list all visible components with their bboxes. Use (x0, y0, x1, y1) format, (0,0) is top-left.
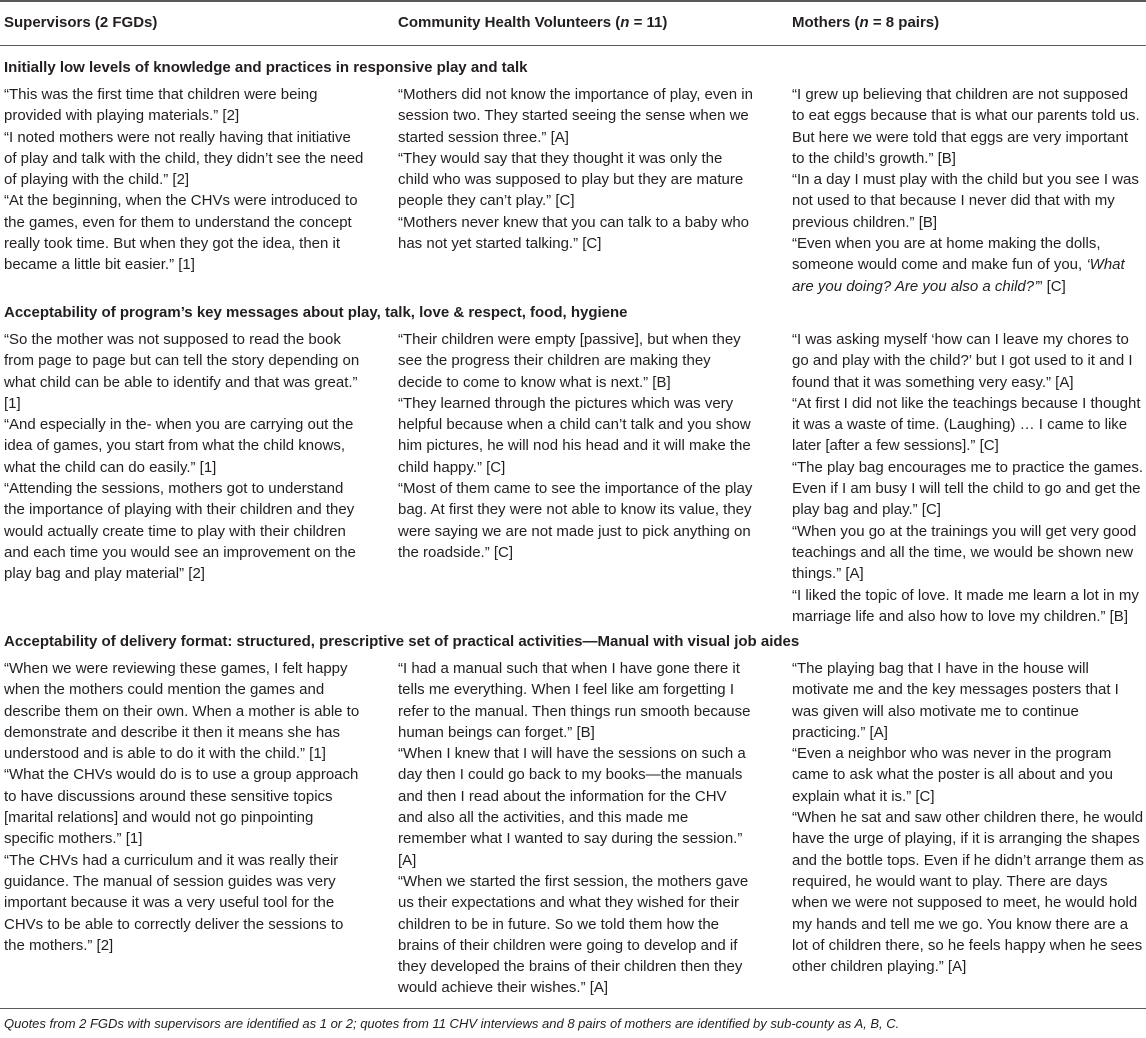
supervisors-quotes (4, 329, 364, 585)
quote: “Their children were empty [passive], but when they see the progress their children are making they decide to come to know what is next.” [B] (398, 331, 741, 391)
quote: “I was asking myself ‘how can I leave my chores to go and play with the child?’ but I got used to it and I found that it was something very easy.” [A] (792, 331, 1133, 391)
quote: “When I knew that I will have the sessions on such a day then I could go back to my books—the manuals and then I read about the information for the CHV and also all the activities, and this made me remember what I wanted to say during the session.” [A] (398, 745, 746, 869)
quote: “Even when you are at home making the dolls, someone would come and make fun of you, ‘What are you doing? Are you also a child?’” [C] (792, 235, 1125, 295)
quote: “They learned through the pictures which was very helpful because when a child can’t talk and you show him pictures, he will nod his head and it will make the child happy.” [C] (398, 394, 751, 476)
table-footnote: Quotes from 2 FGDs with supervisors are identified as 1 or 2; quotes from 11 CHV interviews and 8 pairs of mothers are identified by sub-county as A, B, C. (4, 1016, 900, 1031)
supervisors-quotes (4, 84, 364, 276)
quote: “At first I did not like the teachings because I thought it was a waste of time. (Laughing) … I came to like later [after a few sessions].” [C] (792, 394, 1141, 455)
mothers-quotes (792, 84, 1144, 297)
quote: “The CHVs had a curriculum and it was really their guidance. The manual of session guides was very important because it was a very useful tool for the CHVs to be able to correctly deliver the sessions to the mothers.” [2] (4, 851, 344, 954)
quote: “I grew up believing that children are not supposed to eat eggs because that is what our parents told us. But here we were told that eggs are very important to the child’s growth.” [B] (792, 86, 1140, 167)
section-title: Initially low levels of knowledge and practices in responsive play and talk (4, 59, 528, 76)
table-top-rule (0, 0, 1146, 2)
quote: “They would say that they thought it was only the child who was supposed to play but they are mature people they can’t play.” [C] (398, 149, 744, 210)
quote: “Mothers did not know the importance of play, even in session two. They started seeing the sense when we started session three.” [A] (398, 86, 753, 146)
section-title: Acceptability of delivery format: structured, prescriptive set of practical activities—Manual with visual job aides (4, 633, 800, 650)
chv-quotes (398, 658, 754, 999)
header-chv: Community Health Volunteers (n = 11) (398, 14, 668, 31)
quote: “Even a neighbor who was never in the program came to ask what the poster is all about and you explain what it is.” [C] (792, 745, 1114, 805)
quote: “I liked the topic of love. It made me learn a lot in my marriage life and also how to love my children.” [B] (792, 586, 1139, 625)
section-title: Acceptability of program’s key messages about play, talk, love & respect, food, hygiene (4, 304, 628, 321)
quote: “I had a manual such that when I have gone there it tells me everything. When I feel like am forgetting I refer to the manual. Then things run smooth because human beings can forget.” [B] (398, 660, 751, 741)
quote: “When you go at the trainings you will get very good teachings and all the time, we would be shown new things.” [A] (792, 522, 1137, 583)
quote: “When he sat and saw other children there, he would have the urge of playing, if it is arranging the shapes and the bottle tops. Even if he didn’t arrange them as required, he would want to play. There are days when we were not supposed to meet, he would hold my hands and tell me we go. You know there are a lot of children there, so he feels happy when he sees other children playing.” [A] (792, 809, 1144, 976)
quote: “When we started the first session, the mothers gave us their expectations and what they wished for their children to be in future. So we told them how the brains of their children were going to develop and if they developed the brains of their children then they would achieve their wishes.” [A] (398, 872, 749, 997)
chv-quotes (398, 329, 754, 563)
quote: “At the beginning, when the CHVs were introduced to the games, even for them to understand the concept really took time. But when they got the idea, then it became a little bit easier.” [1] (4, 192, 358, 274)
quote: “This was the first time that children were being provided with playing materials.” [2] (4, 86, 318, 125)
quote: “The play bag encourages me to practice the games. Even if I am busy I will tell the child to go and get the play bag and play.” [C] (792, 458, 1144, 519)
table-bottom-rule (0, 1008, 1146, 1009)
header-bottom-rule (0, 45, 1146, 46)
quote: “Attending the sessions, mothers got to understand the importance of playing with their children and they would actually create time to play with their children and each time you would see an improvement on the play bag and play material” [2] (4, 480, 356, 583)
mothers-quotes (792, 658, 1144, 977)
mothers-quotes (792, 329, 1144, 627)
quote: “So the mother was not supposed to read the book from page to page but can tell the story depending on what child can be able to identify and that was great.” [1] (4, 331, 360, 412)
quote: “What the CHVs would do is to use a group approach to have discussions around these sensitive topics [marital relations] and would not go pinpointing specific mothers.” [1] (4, 766, 359, 848)
quote: “Most of them came to see the importance of the play bag. At first they were not able to know its value, they were saying we are not made just to pick anything on the roadside.” [C] (398, 480, 753, 561)
quote: “In a day I must play with the child but you see I was not used to that because I never did that with my previous children.” [B] (792, 171, 1139, 231)
header-supervisors: Supervisors (2 FGDs) (4, 14, 158, 31)
quote: “And especially in the- when you are carrying out the idea of games, you start from what the child knows, what the child can do easily.” [1] (4, 416, 354, 476)
header-mothers: Mothers (n = 8 pairs) (792, 14, 940, 31)
supervisors-quotes (4, 658, 364, 956)
quote: “When we were reviewing these games, I felt happy when the mothers could mention the games and describe them on their own. When a mother is able to demonstrate and describe it then it means she has understood and is able to do it with the child.” [1] (4, 660, 360, 763)
quote: “The playing bag that I have in the house will motivate me and the key messages posters that I was given will also motivate me to continue practicing.” [A] (792, 660, 1119, 741)
quote: “I noted mothers were not really having that initiative of play and talk with the child, they didn’t see the need of playing with the child.” [2] (4, 128, 364, 189)
chv-quotes (398, 84, 754, 254)
quote: “Mothers never knew that you can talk to a baby who has not yet started talking.” [C] (398, 213, 750, 253)
